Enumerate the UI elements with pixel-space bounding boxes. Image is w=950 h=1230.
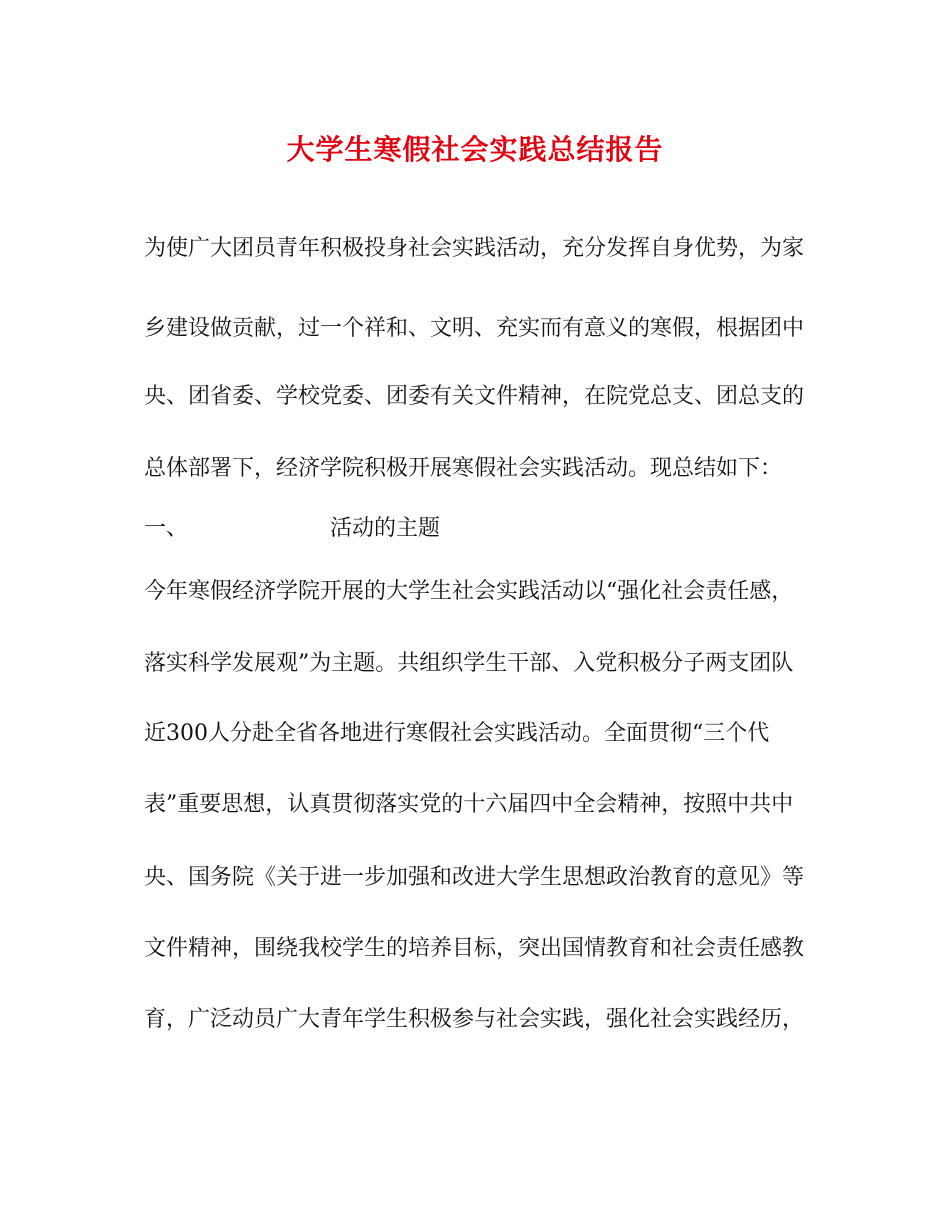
section-1-line-3: 近300人分赴全省各地进行寒假社会实践活动。全面贯彻“三个代 [144, 721, 770, 746]
section-1-line-1: 今年寒假经济学院开展的大学生社会实践活动以“强化社会责任感， [144, 579, 794, 604]
section-1-line-4: 表”重要思想，认真贯彻落实党的十六届四中全会精神，按照中共中 [144, 792, 794, 817]
section-1-line-7: 育，广泛动员广大青年学生积极参与社会实践，强化社会实践经历， [144, 1007, 805, 1032]
document-title: 大学生寒假社会实践总结报告 [286, 133, 664, 166]
intro-line-4: 总体部署下，经济学院积极开展寒假社会实践活动。现总结如下： [144, 456, 783, 481]
section-1-line-6: 文件精神，围绕我校学生的培养目标，突出国情教育和社会责任感教 [144, 936, 805, 961]
section-1-line-2: 落实科学发展观”为主题。共组织学生干部、入党积极分子两支团队 [144, 651, 794, 676]
section-1-line-5: 央、国务院《关于进一步加强和改进大学生思想政治教育的意见》等 [144, 865, 805, 890]
intro-line-3: 央、团省委、学校党委、团委有关文件精神，在院党总支、团总支的 [144, 384, 805, 409]
section-1-number: 一、 [144, 516, 189, 541]
section-1-heading: 活动的主题 [330, 516, 441, 541]
intro-line-1: 为使广大团员青年积极投身社会实践活动，充分发挥自身优势，为家 [144, 236, 805, 261]
intro-line-2: 乡建设做贡献，过一个祥和、文明、充实而有意义的寒假，根据团中 [144, 316, 805, 341]
